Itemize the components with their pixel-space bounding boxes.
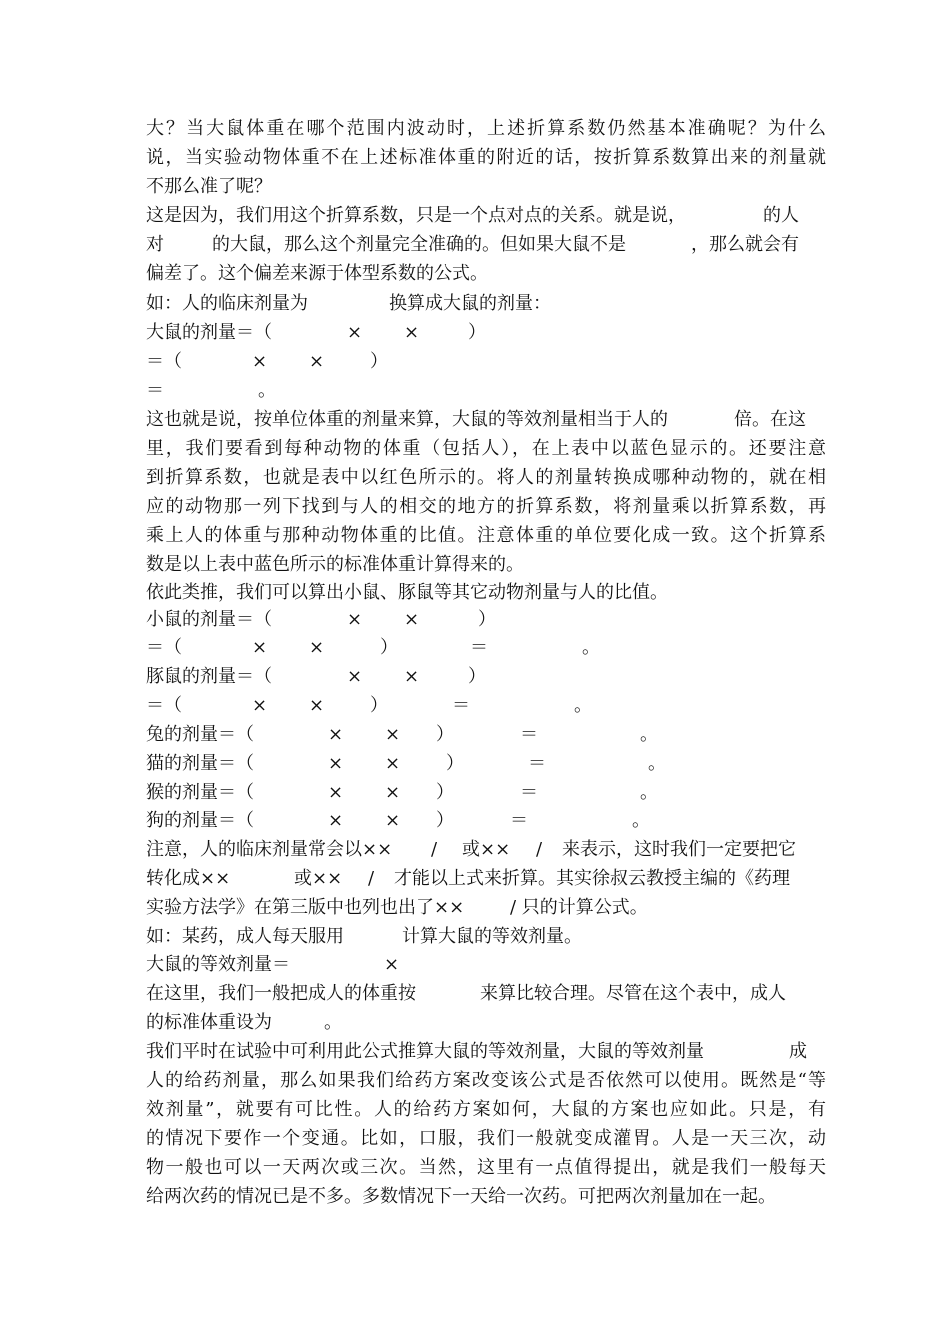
times-symbol: × [252, 637, 268, 658]
formula-line [146, 633, 826, 663]
paragraph-line: 数是以上表中蓝色所示的标准体重计算得来的。 [146, 554, 524, 575]
equals-symbol: ＝ [452, 695, 470, 716]
times-symbol: × [309, 637, 325, 658]
text-segment: 在这里，我们一般把成人的体重按 [146, 983, 416, 1004]
text-segment: 实验方法学》在第三版中也列也出了×× [146, 897, 465, 918]
equals-symbol: ＝ [510, 810, 528, 831]
period-symbol: 。 [648, 753, 666, 774]
paragraph-line [146, 922, 826, 952]
paragraph-line [146, 893, 826, 923]
paragraph-line: 到折算系数，也就是表中以红色所示的。将人的剂量转换成哪种动物的，就在相 [146, 467, 826, 488]
formula-line [146, 950, 826, 980]
text-segment: / 只的计算公式。 [510, 897, 648, 918]
text-segment: 如：人的临床剂量为 [146, 293, 308, 314]
equals-symbol: ＝ [470, 637, 488, 658]
period-symbol: 。 [640, 724, 658, 745]
paragraph-line: 乘上人的体重与那种动物体重的比值。注意体重的单位要化成一致。这个折算系 [146, 525, 826, 546]
formula-label: ＝（ [146, 695, 182, 716]
times-symbol: × [347, 322, 363, 343]
paragraph-line: 依此类推，我们可以算出小鼠、豚鼠等其它动物剂量与人的比值。 [146, 582, 668, 603]
paragraph-line: 应的动物那一列下找到与人的相交的地方的折算系数，将剂量乘以折算系数，再 [146, 496, 826, 517]
slash-symbol: / [368, 868, 375, 889]
text-segment: 才能以上式来折算。其实徐叔云教授主编的《药理 [394, 868, 790, 889]
times-symbol: × [309, 695, 325, 716]
formula-line [146, 806, 826, 836]
close-paren: ） [446, 753, 464, 774]
close-paren: ） [478, 609, 496, 630]
paragraph-line [146, 864, 826, 894]
formula-line [146, 605, 826, 635]
close-paren: ） [468, 666, 486, 687]
close-paren: ） [436, 782, 454, 803]
close-paren: ） [468, 322, 486, 343]
paragraph-line: 效剂量”，就要有可比性。人的给药方案如何，大鼠的方案也应如此。只是，有 [146, 1099, 826, 1120]
times-symbol: × [328, 782, 344, 803]
paragraph-line: 物一般也可以一天两次或三次。当然，这里有一点值得提出，就是我们一般每天 [146, 1157, 826, 1178]
formula-line [146, 720, 826, 750]
text-segment: 来算比较合理。尽管在这个表中，成人 [480, 983, 786, 1004]
formula-line [146, 347, 826, 377]
paragraph-line [146, 1008, 826, 1038]
slash-symbol: / [431, 839, 438, 860]
times-symbol: × [347, 666, 363, 687]
close-paren: ） [370, 695, 388, 716]
text-segment: 的大鼠，那么这个剂量完全准确的。但如果大鼠不是 [212, 234, 626, 255]
times-symbol: × [385, 782, 401, 803]
text-segment: 成 [789, 1041, 807, 1062]
text-segment: 这是因为，我们用这个折算系数，只是一个点对点的关系。就是说， [146, 205, 686, 226]
times-symbol: × [385, 724, 401, 745]
paragraph-line: 里，我们要看到每种动物的体重（包括人），在上表中以蓝色显示的。还要注意 [146, 438, 826, 459]
paragraph-line [146, 201, 826, 231]
slash-symbol: / [536, 839, 543, 860]
text-segment: 转化成×× [146, 868, 231, 889]
text-segment: 计算大鼠的等效剂量。 [402, 926, 582, 947]
times-symbol: × [385, 810, 401, 831]
times-symbol: × [404, 666, 420, 687]
paragraph-line [146, 835, 826, 865]
equals-symbol: ＝ [520, 782, 538, 803]
paragraph-line [146, 979, 826, 1009]
times-symbol: × [384, 954, 400, 975]
times-symbol: × [385, 753, 401, 774]
times-symbol: × [404, 322, 420, 343]
formula-line [146, 376, 826, 406]
paragraph-line: 不那么准了呢？ [146, 176, 272, 197]
paragraph-line [146, 230, 826, 260]
formula-label: 小鼠的剂量＝（ [146, 609, 272, 630]
close-paren: ） [436, 810, 454, 831]
formula-line [146, 318, 826, 348]
formula-label: ＝（ [146, 351, 182, 372]
text-segment: 的标准体重设为 [146, 1012, 272, 1033]
text-segment: 换算成大鼠的剂量： [389, 293, 551, 314]
equals-symbol: ＝ [520, 724, 538, 745]
text-segment: 或×× [462, 839, 511, 860]
text-segment: 注意，人的临床剂量常会以×× [146, 839, 393, 860]
formula-label: 豚鼠的剂量＝（ [146, 666, 272, 687]
close-paren: ） [380, 637, 398, 658]
text-segment: 来表示，这时我们一定要把它 [562, 839, 796, 860]
text-segment: ，那么就会有 [691, 234, 799, 255]
formula-line [146, 778, 826, 808]
paragraph-line [146, 405, 826, 435]
period-symbol: 。 [574, 695, 592, 716]
times-symbol: × [328, 753, 344, 774]
formula-line [146, 749, 826, 779]
paragraph-line: 的情况下要作一个变通。比如，口服，我们一般就变成灌胃。人是一天三次，动 [146, 1128, 826, 1149]
text-segment: 对 [146, 234, 164, 255]
formula-line [146, 691, 826, 721]
times-symbol: × [252, 695, 268, 716]
text-segment: 我们平时在试验中可利用此公式推算大鼠的等效剂量，大鼠的等效剂量 [146, 1041, 704, 1062]
period-symbol: 。 [632, 810, 650, 831]
formula-label: 狗的剂量＝（ [146, 810, 254, 831]
formula-label: 大鼠的剂量＝（ [146, 322, 272, 343]
times-symbol: × [347, 609, 363, 630]
times-symbol: × [252, 351, 268, 372]
times-symbol: × [328, 724, 344, 745]
close-paren: ） [370, 351, 388, 372]
period-symbol: 。 [258, 380, 276, 401]
text-segment: 这也就是说，按单位体重的剂量来算，大鼠的等效剂量相当于人的 [146, 409, 668, 430]
times-symbol: × [328, 810, 344, 831]
paragraph-line: 说，当实验动物体重不在上述标准体重的附近的话，按折算系数算出来的剂量就 [146, 147, 826, 168]
text-segment: 倍。在这 [734, 409, 806, 430]
paragraph-line: 大？当大鼠体重在哪个范围内波动时，上述折算系数仍然基本准确呢？为什么 [146, 118, 826, 139]
formula-label: 猴的剂量＝（ [146, 782, 254, 803]
text-segment: 的人 [763, 205, 799, 226]
paragraph-line: 给两次药的情况已是不多。多数情况下一天给一次药。可把两次剂量加在一起。 [146, 1186, 776, 1207]
formula-label: ＝ [146, 380, 164, 401]
formula-label: 大鼠的等效剂量＝ [146, 954, 290, 975]
paragraph-line [146, 289, 826, 319]
equals-symbol: ＝ [528, 753, 546, 774]
text-segment: 如：某药，成人每天服用 [146, 926, 344, 947]
formula-label: ＝（ [146, 637, 182, 658]
times-symbol: × [309, 351, 325, 372]
period-symbol: 。 [582, 637, 600, 658]
formula-line [146, 662, 826, 692]
text-segment: 或×× [294, 868, 343, 889]
times-symbol: × [404, 609, 420, 630]
paragraph-line: 偏差了。这个偏差来源于体型系数的公式。 [146, 263, 488, 284]
formula-label: 猫的剂量＝（ [146, 753, 254, 774]
paragraph-line: 人的给药剂量，那么如果我们给药方案改变该公式是否依然可以使用。既然是“等 [146, 1070, 826, 1091]
text-segment: 。 [324, 1012, 342, 1033]
period-symbol: 。 [640, 782, 658, 803]
formula-label: 兔的剂量＝（ [146, 724, 254, 745]
paragraph-line [146, 1037, 826, 1067]
close-paren: ） [436, 724, 454, 745]
